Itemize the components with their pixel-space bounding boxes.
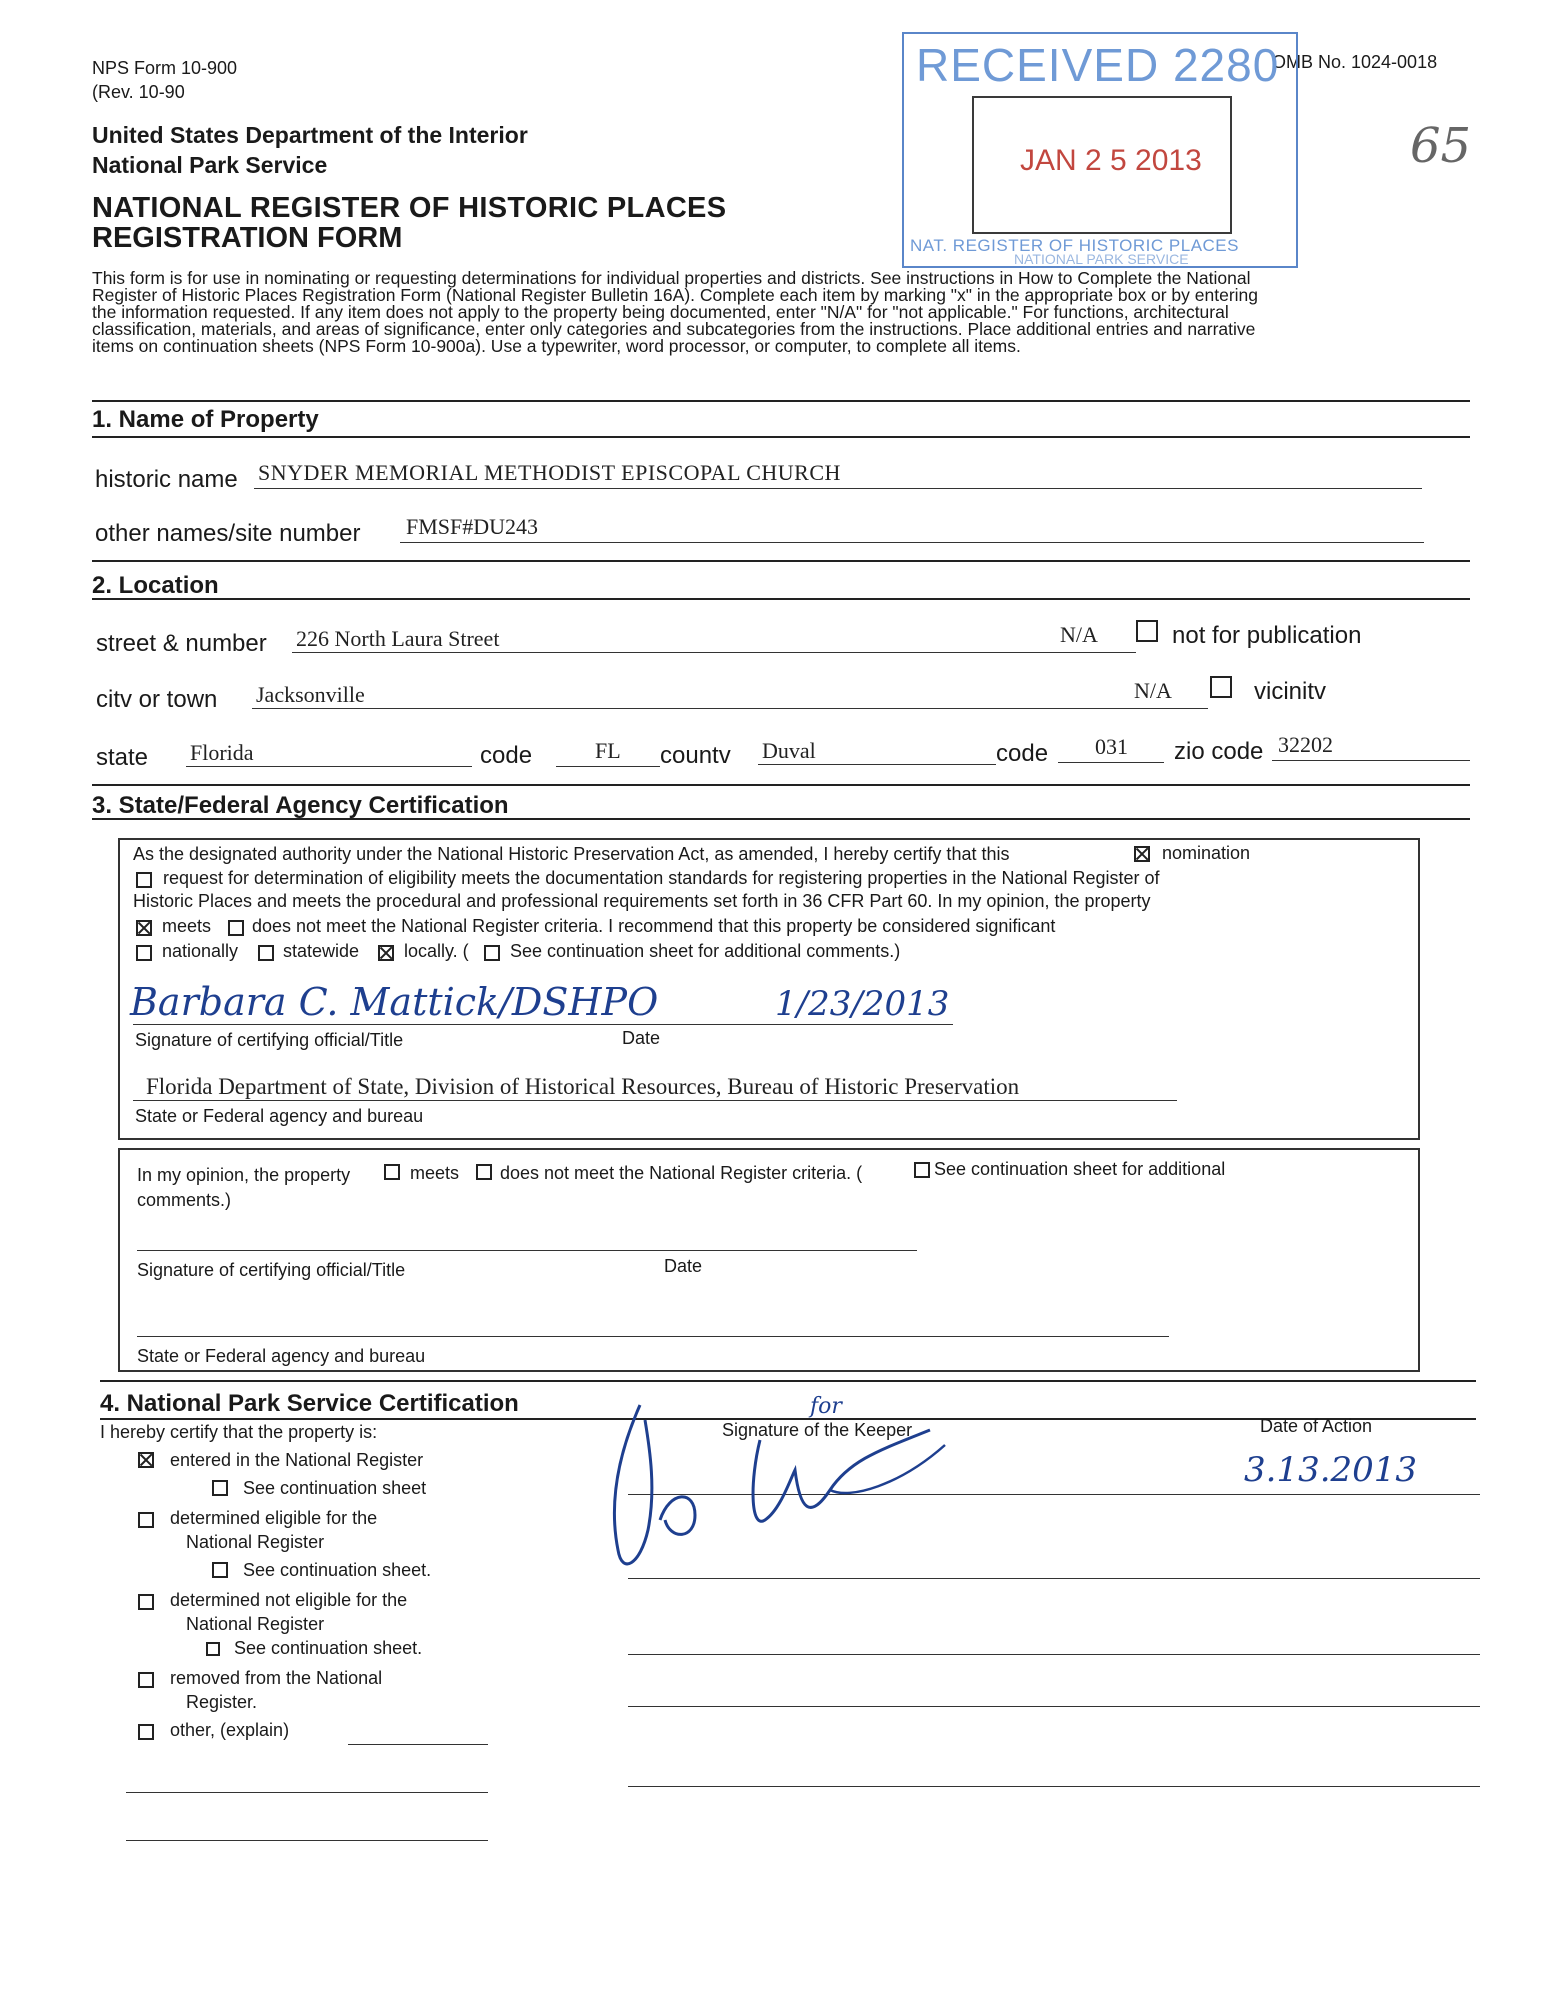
not-eligible-label: determined not eligible for the: [170, 1590, 408, 1610]
see-cont3-checkbox[interactable]: [206, 1642, 220, 1656]
stamp-footer-2: NATIONAL PARK SERVICE: [1014, 251, 1189, 267]
opinion-date-label: Date: [664, 1256, 703, 1276]
explain-line: [126, 1792, 488, 1793]
opinion-meets-checkbox[interactable]: [384, 1164, 400, 1180]
historic-name-label: historic name: [95, 466, 238, 493]
stamp-footer: NAT. REGISTER OF HISTORIC PLACES: [910, 236, 1239, 255]
keeper-line: [628, 1706, 1480, 1707]
na-publication: N/A: [1060, 622, 1098, 647]
field-underline: [252, 708, 1208, 709]
locally-checkbox[interactable]: [378, 945, 394, 961]
statewide-checkbox[interactable]: [258, 945, 274, 961]
opinion-signature-label: Signature of certifying official/Title: [137, 1260, 406, 1280]
instructions-line: the information requested. If any item does not apply to the property being documented, enter "N/A" for "not applicable." For functions, architectural: [92, 302, 1229, 322]
locally-label: locally. (: [404, 941, 469, 961]
agency-line: [133, 1100, 1177, 1101]
see-continuation-label: See continuation sheet for additional comments.): [510, 941, 901, 961]
county-value[interactable]: Duval: [762, 738, 816, 763]
see-cont2-checkbox[interactable]: [212, 1562, 228, 1578]
keeper-line: [628, 1654, 1480, 1655]
opinion-see-continuation-checkbox[interactable]: [914, 1162, 930, 1178]
meets-label: meets: [162, 916, 212, 936]
not-eligible-checkbox[interactable]: [138, 1594, 154, 1610]
eligible-checkbox[interactable]: [138, 1512, 154, 1528]
other-checkbox[interactable]: [138, 1724, 154, 1740]
removed-label-2: Register.: [186, 1692, 258, 1712]
city-label: citv or town: [96, 686, 218, 713]
divider: [92, 400, 1470, 402]
vicinity-label: vicinitv: [1254, 678, 1327, 705]
opinion-does-not-meet-checkbox[interactable]: [476, 1164, 492, 1180]
see-continuation-checkbox[interactable]: [484, 945, 500, 961]
not-eligible-label-2: National Register: [186, 1614, 325, 1634]
does-not-meet-label: does not meet the National Register criteria. I recommend that this property be considered significant: [252, 916, 1056, 936]
opinion-text: In my opinion, the property: [137, 1165, 351, 1185]
eligible-label-2: National Register: [186, 1532, 325, 1552]
field-underline: [292, 652, 1136, 653]
signature-date: 1/23/2013: [775, 984, 950, 1024]
received-stamp: [902, 32, 1298, 268]
form-revision: (Rev. 10-90: [92, 82, 185, 102]
section1-heading: 1. Name of Property: [92, 406, 319, 433]
explain-line: [348, 1744, 488, 1745]
state-value[interactable]: Florida: [190, 740, 254, 765]
entered-label: entered in the National Register: [170, 1450, 424, 1470]
street-label: street & number: [96, 630, 267, 657]
field-underline: [1272, 760, 1470, 761]
stamp-date: JAN 2 5 2013: [1020, 144, 1202, 177]
date-label: Date: [622, 1028, 661, 1048]
agency-label: State or Federal agency and bureau: [135, 1106, 424, 1126]
divider: [92, 436, 1470, 438]
keeper-line: [628, 1786, 1480, 1787]
instructions-line: This form is for use in nominating or requesting determinations for individual properties and districts. See instructions in How to Complete the National: [92, 268, 1251, 288]
keeper-signature-scribble: [600, 1390, 980, 1590]
divider: [100, 1380, 1476, 1382]
nationally-label: nationally: [162, 941, 239, 961]
field-underline: [1058, 762, 1164, 763]
county-code-label: code: [996, 740, 1049, 767]
county-label: countv: [660, 742, 731, 769]
see-cont3-label: See continuation sheet.: [234, 1638, 423, 1658]
section4-heading: 4. National Park Service Certification: [100, 1390, 519, 1417]
nomination-checkbox[interactable]: [1134, 846, 1150, 862]
zip-label: zio code: [1174, 738, 1264, 765]
service-name: National Park Service: [92, 152, 328, 178]
certify-text: I hereby certify that the property is:: [100, 1422, 378, 1442]
date-of-action-value: 3.13.2013: [1244, 1450, 1418, 1490]
section3-heading: 3. State/Federal Agency Certification: [92, 792, 509, 819]
opinion-meets-label: meets: [410, 1163, 460, 1183]
city-value[interactable]: Jacksonville: [256, 682, 365, 707]
divider: [92, 598, 1470, 600]
instructions-line: items on continuation sheets (NPS Form 10-900a). Use a typewriter, word processor, or computer, to complete all items.: [92, 336, 1021, 356]
meets-checkbox[interactable]: [136, 920, 152, 936]
stamp-received-text: RECEIVED 2280: [916, 39, 1280, 91]
department-name: United States Department of the Interior: [92, 122, 528, 148]
omb-number: OMB No. 1024-0018: [1272, 52, 1438, 72]
state-code-value[interactable]: FL: [595, 738, 621, 763]
form-title-line1: NATIONAL REGISTER OF HISTORIC PLACES: [92, 192, 727, 224]
opinion-see-continuation-label: See continuation sheet for additional: [934, 1159, 1226, 1179]
divider: [92, 818, 1470, 820]
see-cont1-label: See continuation sheet: [243, 1478, 427, 1498]
other-label: other, (explain): [170, 1720, 290, 1740]
other-names-label: other names/site number: [95, 520, 361, 547]
statewide-label: statewide: [283, 941, 360, 961]
field-underline: [758, 764, 996, 765]
county-code-value[interactable]: 031: [1095, 734, 1128, 759]
form-number: NPS Form 10-900: [92, 58, 238, 78]
other-names-value[interactable]: FMSF#DU243: [406, 514, 539, 539]
nationally-checkbox[interactable]: [136, 945, 152, 961]
eligible-label: determined eligible for the: [170, 1508, 378, 1528]
instructions-line: Register of Historic Places Registration Form (National Register Bulletin 16A). Complete each item by marking "x" in the appropriate box or by entering: [92, 285, 1258, 305]
entered-checkbox[interactable]: [138, 1452, 154, 1468]
keeper-label: Signature of the Keeper: [722, 1420, 913, 1440]
field-underline: [254, 488, 1422, 489]
does-not-meet-checkbox[interactable]: [228, 920, 244, 936]
street-value[interactable]: 226 North Laura Street: [296, 626, 500, 651]
historic-name-value[interactable]: SNYDER MEMORIAL METHODIST EPISCOPAL CHURCH: [258, 460, 841, 485]
form-title-line2: REGISTRATION FORM: [92, 222, 403, 254]
opinion-does-not-meet-label: does not meet the National Register criteria. (: [500, 1163, 863, 1183]
opinion-comments: comments.): [137, 1190, 232, 1210]
not-for-publication-label: not for publication: [1172, 622, 1362, 649]
divider: [92, 784, 1470, 786]
cert-line1: As the designated authority under the National Historic Preservation Act, as amended, I hereby certify that this: [133, 844, 1010, 864]
signature-line: [137, 1250, 917, 1251]
date-of-action-label: Date of Action: [1260, 1416, 1373, 1436]
see-cont2-label: See continuation sheet.: [243, 1560, 432, 1580]
stamp-date-box: [972, 96, 1232, 234]
certifying-signature: Barbara C. Mattick/DSHPO: [130, 980, 659, 1024]
na-vicinity: N/A: [1134, 678, 1172, 703]
field-underline: [400, 542, 1424, 543]
keeper-for: for: [810, 1394, 842, 1419]
explain-line: [126, 1840, 488, 1841]
zip-value[interactable]: 32202: [1278, 732, 1333, 757]
opinion-agency-label: State or Federal agency and bureau: [137, 1346, 426, 1366]
signature-line: [133, 1024, 953, 1025]
divider: [92, 560, 1470, 562]
agency-value[interactable]: Florida Department of State, Division of Historical Resources, Bureau of Historic Preservation: [146, 1074, 1020, 1099]
removed-label: removed from the National: [170, 1668, 383, 1688]
nomination-label: nomination: [1162, 843, 1251, 863]
signature-label: Signature of certifying official/Title: [135, 1030, 404, 1050]
field-underline: [556, 766, 660, 767]
cert-line2: request for determination of eligibility meets the documentation standards for registering properties in the National Register of: [163, 868, 1160, 888]
state-label: state: [96, 744, 149, 771]
vicinity-checkbox[interactable]: [1210, 676, 1232, 698]
see-cont1-checkbox[interactable]: [212, 1480, 228, 1496]
instructions: [92, 270, 1472, 355]
request-checkbox[interactable]: [136, 872, 152, 888]
state-code-label: code: [480, 742, 533, 769]
agency-line: [137, 1336, 1169, 1337]
instructions-line: classification, materials, and areas of significance, enter only categories and subcategories from the instructions. Place additional entries and narrative: [92, 319, 1256, 339]
removed-checkbox[interactable]: [138, 1672, 154, 1688]
section2-heading: 2. Location: [92, 572, 219, 599]
margin-number: 65: [1410, 118, 1472, 174]
field-underline: [186, 766, 472, 767]
cert-line3: Historic Places and meets the procedural and professional requirements set forth in 36 CFR Part 60. In my opinion, the property: [133, 891, 1151, 911]
not-for-publication-checkbox[interactable]: [1136, 620, 1158, 642]
